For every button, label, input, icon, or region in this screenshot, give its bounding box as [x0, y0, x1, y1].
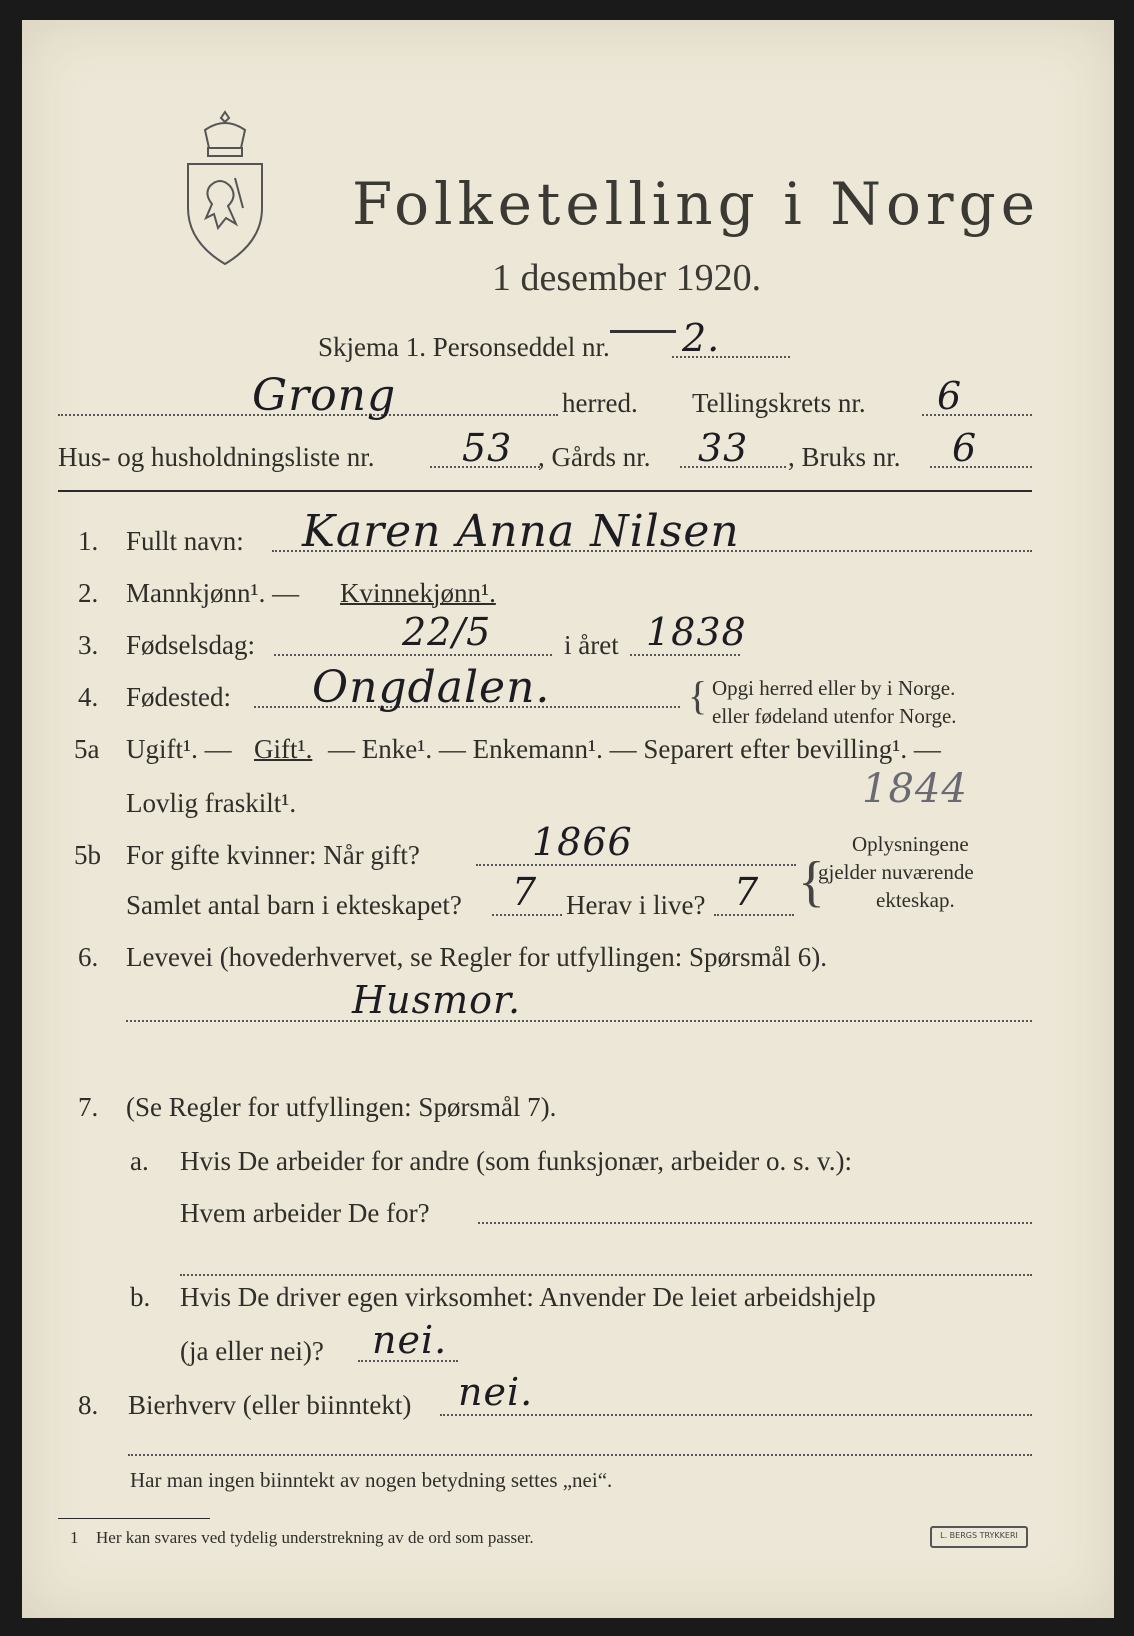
q3-label: Fødselsdag: — [126, 630, 256, 660]
q3-number: 3. — [78, 630, 99, 660]
hus-label: Hus- og husholdningsliste nr. — [58, 442, 375, 472]
footnote-text: Her kan svares ved tydelig understrekning av de ord som passer. — [96, 1528, 534, 1547]
full-name-value: Karen Anna Nilsen — [302, 506, 740, 557]
q8-label: Bierhverv (eller biinntekt) — [128, 1390, 412, 1420]
q4-label: Fødested: — [126, 682, 231, 712]
q6-label: Levevei (hovederhvervet, se Regler for utfyllingen: Spørsmål 6). — [126, 942, 828, 972]
q5b-note-3: ekteskap. — [876, 888, 955, 912]
children-label: Samlet antal barn i ekteskapet? — [126, 890, 462, 920]
side-income-dots — [440, 1414, 1032, 1416]
header-rule — [58, 490, 1032, 492]
gender-female-option-underlined: Kvinnekjønn¹. — [340, 578, 496, 608]
married-year-value: 1866 — [532, 820, 633, 864]
schema-label: Skjema 1. Personseddel nr. — [318, 332, 610, 362]
footnote-rule — [58, 1518, 210, 1519]
herred-label: herred. — [562, 388, 638, 418]
footer-note: Har man ingen biinntekt av nogen betydning settes „nei“. — [130, 1468, 613, 1492]
occupation-value: Husmor. — [352, 978, 522, 1022]
margin-note-year: 1844 — [862, 766, 968, 812]
q5b-brace: { — [798, 851, 825, 913]
footnote-number: 1 — [70, 1528, 79, 1547]
q4-brace: { — [688, 673, 708, 718]
marital-married-option-underlined: Gift¹. — [254, 734, 313, 764]
tellingskrets-label: Tellingskrets nr. — [692, 388, 866, 418]
birth-year-value: 1838 — [646, 610, 747, 654]
side-income-dots-2 — [128, 1454, 1032, 1456]
tellingskrets-value: 6 — [937, 374, 963, 418]
year-label: i året — [564, 630, 619, 660]
alive-value: 7 — [734, 870, 760, 914]
q7a-label: Hvis De arbeider for andre (som funksjonær, arbeider o. s. v.): — [180, 1146, 852, 1176]
q4-note-2: eller fødeland utenfor Norge. — [712, 704, 957, 728]
bruks-label: , Bruks nr. — [788, 442, 901, 472]
q5a-number: 5a — [74, 734, 100, 764]
q4-note-1: Opgi herred eller by i Norge. — [712, 676, 956, 700]
q7b-number: b. — [130, 1282, 151, 1312]
gards-value: 33 — [698, 426, 749, 470]
personseddel-number: 2. — [682, 316, 721, 360]
q5b-note-2: gjelder nuværende — [818, 860, 974, 884]
gards-label: , Gårds nr. — [538, 442, 651, 472]
birthday-dots — [274, 654, 552, 656]
q7-label: (Se Regler for utfyllingen: Spørsmål 7). — [126, 1092, 557, 1122]
side-income-value: nei. — [458, 1370, 534, 1414]
children-value: 7 — [512, 870, 538, 914]
alive-dots — [714, 914, 794, 916]
q5b-number: 5b — [74, 840, 101, 870]
bruks-dots — [930, 466, 1032, 468]
gender-male-option: Mannkjønn¹. — — [126, 578, 300, 608]
year-dots — [630, 654, 740, 656]
marital-other-options: — Enke¹. — Enkemann¹. — Separert efter bevilling¹. — — [328, 734, 941, 764]
q7-number: 7. — [78, 1092, 99, 1122]
children-dots — [492, 914, 562, 916]
alive-label: Herav i live? — [566, 890, 706, 920]
q1-number: 1. — [78, 526, 99, 556]
q2-number: 2. — [78, 578, 99, 608]
hired-help-value: nei. — [372, 1318, 448, 1362]
q8-number: 8. — [78, 1390, 99, 1420]
norwegian-coat-of-arms-icon — [180, 108, 270, 268]
employer-dots — [478, 1222, 1032, 1224]
census-date: 1 desember 1920. — [492, 257, 762, 299]
married-year-dots — [476, 864, 796, 866]
q7b-label: Hvis De driver egen virksomhet: Anvender De leiet arbeidshjelp — [180, 1282, 876, 1312]
census-form — [22, 20, 1114, 1618]
birthday-value: 22/5 — [402, 610, 492, 654]
q7a-question: Hvem arbeider De for? — [180, 1198, 430, 1228]
birthplace-value: Ongdalen. — [312, 662, 551, 713]
municipality-value: Grong — [252, 370, 397, 421]
q5b-label: For gifte kvinner: Når gift? — [126, 840, 420, 870]
printer-stamp: L. BERGS TRYKKERI — [930, 1526, 1028, 1548]
form-title: Folketelling i Norge — [352, 170, 1041, 238]
occupation-dots — [126, 1020, 1032, 1022]
hus-value: 53 — [462, 426, 513, 470]
bruks-value: 6 — [952, 426, 978, 470]
q4-number: 4. — [78, 682, 99, 712]
q5b-note-1: Oplysningene — [852, 832, 969, 856]
marital-divorced-option: Lovlig fraskilt¹. — [126, 788, 297, 818]
employer-dots-2 — [180, 1274, 1032, 1276]
title-divider — [610, 330, 676, 333]
q6-number: 6. — [78, 942, 99, 972]
marital-unmarried-option: Ugift¹. — — [126, 734, 232, 764]
q7a-number: a. — [130, 1146, 149, 1176]
q7b-question: (ja eller nei)? — [180, 1336, 324, 1366]
q1-label: Fullt navn: — [126, 526, 244, 556]
